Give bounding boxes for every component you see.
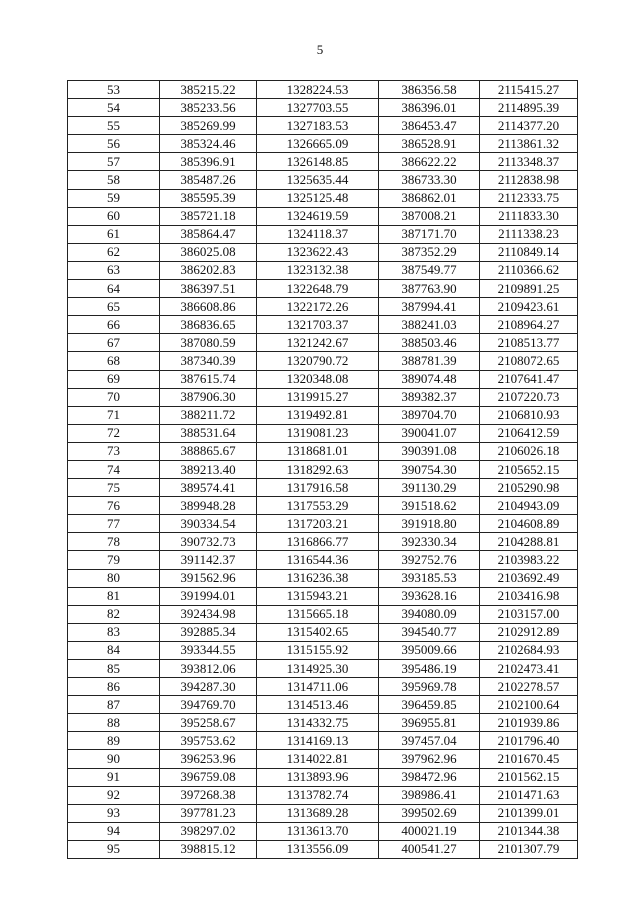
y2-cell: 2105290.98: [480, 479, 578, 497]
table-row: [68, 99, 578, 117]
x2-cell: 387549.77: [379, 261, 480, 279]
y2-cell: 2101307.79: [480, 840, 578, 858]
y2-cell: 2102684.93: [480, 641, 578, 659]
x1-cell: 385396.91: [160, 153, 257, 171]
y2-cell: 2114377.20: [480, 117, 578, 135]
y1-cell: 1324619.59: [257, 207, 379, 225]
point-number-cell: 71: [68, 406, 160, 424]
y1-cell: 1326148.85: [257, 153, 379, 171]
y2-cell: 2110366.62: [480, 261, 578, 279]
table-row: [68, 768, 578, 786]
table-row: [68, 786, 578, 804]
y2-cell: 2108072.65: [480, 352, 578, 370]
x2-cell: 395969.78: [379, 678, 480, 696]
y2-cell: 2106412.59: [480, 424, 578, 442]
x1-cell: 387080.59: [160, 334, 257, 352]
x2-cell: 386733.30: [379, 171, 480, 189]
y2-cell: 2109423.61: [480, 298, 578, 316]
y1-cell: 1317203.21: [257, 515, 379, 533]
x2-cell: 388241.03: [379, 316, 480, 334]
table-row: [68, 171, 578, 189]
point-number-cell: 88: [68, 714, 160, 732]
coordinates-table: [67, 80, 578, 859]
point-number-cell: 81: [68, 587, 160, 605]
y2-cell: 2102912.89: [480, 623, 578, 641]
x1-cell: 390732.73: [160, 533, 257, 551]
table-row: [68, 298, 578, 316]
x2-cell: 387994.41: [379, 298, 480, 316]
x2-cell: 386862.01: [379, 189, 480, 207]
x2-cell: 395009.66: [379, 641, 480, 659]
y2-cell: 2104288.81: [480, 533, 578, 551]
y1-cell: 1314022.81: [257, 750, 379, 768]
y1-cell: 1315155.92: [257, 641, 379, 659]
point-number-cell: 57: [68, 153, 160, 171]
y1-cell: 1316866.77: [257, 533, 379, 551]
point-number-cell: 66: [68, 316, 160, 334]
point-number-cell: 61: [68, 225, 160, 243]
x1-cell: 395753.62: [160, 732, 257, 750]
x2-cell: 386453.47: [379, 117, 480, 135]
x1-cell: 393812.06: [160, 660, 257, 678]
point-number-cell: 93: [68, 804, 160, 822]
y1-cell: 1317916.58: [257, 479, 379, 497]
y1-cell: 1323622.43: [257, 243, 379, 261]
y2-cell: 2107641.47: [480, 370, 578, 388]
table-row: [68, 551, 578, 569]
x2-cell: 394080.09: [379, 605, 480, 623]
y1-cell: 1318292.63: [257, 460, 379, 478]
y2-cell: 2106810.93: [480, 406, 578, 424]
y2-cell: 2101399.01: [480, 804, 578, 822]
point-number-cell: 53: [68, 81, 160, 99]
y1-cell: 1313556.09: [257, 840, 379, 858]
x1-cell: 396253.96: [160, 750, 257, 768]
y2-cell: 2112838.98: [480, 171, 578, 189]
y1-cell: 1314711.06: [257, 678, 379, 696]
x1-cell: 391994.01: [160, 587, 257, 605]
x1-cell: 385487.26: [160, 171, 257, 189]
table-row: [68, 388, 578, 406]
point-number-cell: 58: [68, 171, 160, 189]
y2-cell: 2104608.89: [480, 515, 578, 533]
x2-cell: 387763.90: [379, 280, 480, 298]
point-number-cell: 74: [68, 460, 160, 478]
x2-cell: 390041.07: [379, 424, 480, 442]
x2-cell: 398472.96: [379, 768, 480, 786]
table-row: [68, 605, 578, 623]
x1-cell: 397268.38: [160, 786, 257, 804]
y2-cell: 2111338.23: [480, 225, 578, 243]
point-number-cell: 90: [68, 750, 160, 768]
x1-cell: 391142.37: [160, 551, 257, 569]
y1-cell: 1322648.79: [257, 280, 379, 298]
y2-cell: 2102100.64: [480, 696, 578, 714]
x2-cell: 392752.76: [379, 551, 480, 569]
point-number-cell: 85: [68, 660, 160, 678]
y1-cell: 1314169.13: [257, 732, 379, 750]
y2-cell: 2101562.15: [480, 768, 578, 786]
point-number-cell: 62: [68, 243, 160, 261]
table-row: [68, 714, 578, 732]
x2-cell: 396955.81: [379, 714, 480, 732]
point-number-cell: 72: [68, 424, 160, 442]
table-row: [68, 189, 578, 207]
y2-cell: 2111833.30: [480, 207, 578, 225]
y2-cell: 2101471.63: [480, 786, 578, 804]
x1-cell: 397781.23: [160, 804, 257, 822]
point-number-cell: 89: [68, 732, 160, 750]
y2-cell: 2103416.98: [480, 587, 578, 605]
x1-cell: 388531.64: [160, 424, 257, 442]
y1-cell: 1324118.37: [257, 225, 379, 243]
y1-cell: 1315665.18: [257, 605, 379, 623]
y2-cell: 2103157.00: [480, 605, 578, 623]
x2-cell: 399502.69: [379, 804, 480, 822]
table-row: [68, 569, 578, 587]
point-number-cell: 82: [68, 605, 160, 623]
x1-cell: 387340.39: [160, 352, 257, 370]
y2-cell: 2113348.37: [480, 153, 578, 171]
x1-cell: 387615.74: [160, 370, 257, 388]
table-row: [68, 316, 578, 334]
x1-cell: 394287.30: [160, 678, 257, 696]
point-number-cell: 78: [68, 533, 160, 551]
x1-cell: 386608.86: [160, 298, 257, 316]
table-row: [68, 370, 578, 388]
x1-cell: 388865.67: [160, 442, 257, 460]
coordinates-table-body: [68, 81, 578, 859]
point-number-cell: 91: [68, 768, 160, 786]
x2-cell: 388503.46: [379, 334, 480, 352]
y2-cell: 2104943.09: [480, 497, 578, 515]
y2-cell: 2108513.77: [480, 334, 578, 352]
table-row: [68, 804, 578, 822]
table-row: [68, 587, 578, 605]
x2-cell: 387171.70: [379, 225, 480, 243]
table-row: [68, 641, 578, 659]
table-row: [68, 81, 578, 99]
table-row: [68, 424, 578, 442]
x2-cell: 400021.19: [379, 822, 480, 840]
y2-cell: 2102278.57: [480, 678, 578, 696]
x1-cell: 396759.08: [160, 768, 257, 786]
x2-cell: 391130.29: [379, 479, 480, 497]
y1-cell: 1313893.96: [257, 768, 379, 786]
x2-cell: 386528.91: [379, 135, 480, 153]
point-number-cell: 84: [68, 641, 160, 659]
x1-cell: 385595.39: [160, 189, 257, 207]
y1-cell: 1328224.53: [257, 81, 379, 99]
y1-cell: 1320348.08: [257, 370, 379, 388]
point-number-cell: 55: [68, 117, 160, 135]
y1-cell: 1327183.53: [257, 117, 379, 135]
x1-cell: 392434.98: [160, 605, 257, 623]
y1-cell: 1315943.21: [257, 587, 379, 605]
y1-cell: 1326665.09: [257, 135, 379, 153]
y1-cell: 1316236.38: [257, 569, 379, 587]
table-row: [68, 243, 578, 261]
y2-cell: 2101796.40: [480, 732, 578, 750]
point-number-cell: 87: [68, 696, 160, 714]
table-row: [68, 334, 578, 352]
x2-cell: 387008.21: [379, 207, 480, 225]
x1-cell: 385269.99: [160, 117, 257, 135]
y2-cell: 2107220.73: [480, 388, 578, 406]
x1-cell: 390334.54: [160, 515, 257, 533]
y1-cell: 1319915.27: [257, 388, 379, 406]
y2-cell: 2103692.49: [480, 569, 578, 587]
y1-cell: 1314925.30: [257, 660, 379, 678]
y1-cell: 1317553.29: [257, 497, 379, 515]
point-number-cell: 95: [68, 840, 160, 858]
y2-cell: 2101344.38: [480, 822, 578, 840]
table-row: [68, 207, 578, 225]
x2-cell: 391918.80: [379, 515, 480, 533]
table-row: [68, 750, 578, 768]
y2-cell: 2114895.39: [480, 99, 578, 117]
point-number-cell: 54: [68, 99, 160, 117]
x2-cell: 395486.19: [379, 660, 480, 678]
point-number-cell: 83: [68, 623, 160, 641]
x1-cell: 389948.28: [160, 497, 257, 515]
x2-cell: 387352.29: [379, 243, 480, 261]
table-row: [68, 352, 578, 370]
point-number-cell: 80: [68, 569, 160, 587]
table-row: [68, 497, 578, 515]
y2-cell: 2108964.27: [480, 316, 578, 334]
x2-cell: 388781.39: [379, 352, 480, 370]
table-row: [68, 840, 578, 858]
table-row: [68, 135, 578, 153]
point-number-cell: 69: [68, 370, 160, 388]
x2-cell: 390754.30: [379, 460, 480, 478]
y1-cell: 1319492.81: [257, 406, 379, 424]
x2-cell: 397457.04: [379, 732, 480, 750]
x2-cell: 394540.77: [379, 623, 480, 641]
table-row: [68, 623, 578, 641]
point-number-cell: 64: [68, 280, 160, 298]
table-row: [68, 460, 578, 478]
table-row: [68, 660, 578, 678]
x1-cell: 386202.83: [160, 261, 257, 279]
point-number-cell: 67: [68, 334, 160, 352]
x1-cell: 389574.41: [160, 479, 257, 497]
point-number-cell: 56: [68, 135, 160, 153]
x2-cell: 392330.34: [379, 533, 480, 551]
y1-cell: 1314332.75: [257, 714, 379, 732]
x1-cell: 385233.56: [160, 99, 257, 117]
x2-cell: 391518.62: [379, 497, 480, 515]
y2-cell: 2109891.25: [480, 280, 578, 298]
y1-cell: 1327703.55: [257, 99, 379, 117]
x2-cell: 386622.22: [379, 153, 480, 171]
y1-cell: 1323132.38: [257, 261, 379, 279]
point-number-cell: 63: [68, 261, 160, 279]
point-number-cell: 77: [68, 515, 160, 533]
y2-cell: 2110849.14: [480, 243, 578, 261]
x1-cell: 389213.40: [160, 460, 257, 478]
table-row: [68, 117, 578, 135]
x2-cell: 393185.53: [379, 569, 480, 587]
point-number-cell: 75: [68, 479, 160, 497]
table-row: [68, 261, 578, 279]
x1-cell: 385324.46: [160, 135, 257, 153]
point-number-cell: 60: [68, 207, 160, 225]
point-number-cell: 92: [68, 786, 160, 804]
table-row: [68, 280, 578, 298]
table-row: [68, 406, 578, 424]
y1-cell: 1313782.74: [257, 786, 379, 804]
x2-cell: 386396.01: [379, 99, 480, 117]
point-number-cell: 59: [68, 189, 160, 207]
point-number-cell: 70: [68, 388, 160, 406]
y2-cell: 2106026.18: [480, 442, 578, 460]
point-number-cell: 68: [68, 352, 160, 370]
x1-cell: 392885.34: [160, 623, 257, 641]
x1-cell: 385721.18: [160, 207, 257, 225]
y2-cell: 2115415.27: [480, 81, 578, 99]
x1-cell: 393344.55: [160, 641, 257, 659]
table-row: [68, 153, 578, 171]
y1-cell: 1319081.23: [257, 424, 379, 442]
page-number: 5: [316, 42, 324, 57]
x2-cell: 400541.27: [379, 840, 480, 858]
y2-cell: 2105652.15: [480, 460, 578, 478]
x1-cell: 387906.30: [160, 388, 257, 406]
x1-cell: 385215.22: [160, 81, 257, 99]
y1-cell: 1321703.37: [257, 316, 379, 334]
y1-cell: 1322172.26: [257, 298, 379, 316]
x2-cell: 398986.41: [379, 786, 480, 804]
table-row: [68, 822, 578, 840]
y2-cell: 2102473.41: [480, 660, 578, 678]
x1-cell: 385864.47: [160, 225, 257, 243]
y1-cell: 1325635.44: [257, 171, 379, 189]
x2-cell: 390391.08: [379, 442, 480, 460]
point-number-cell: 94: [68, 822, 160, 840]
y1-cell: 1313689.28: [257, 804, 379, 822]
y1-cell: 1321242.67: [257, 334, 379, 352]
x2-cell: 389382.37: [379, 388, 480, 406]
x2-cell: 389074.48: [379, 370, 480, 388]
x1-cell: 395258.67: [160, 714, 257, 732]
y1-cell: 1313613.70: [257, 822, 379, 840]
table-row: [68, 479, 578, 497]
y2-cell: 2101670.45: [480, 750, 578, 768]
x1-cell: 386025.08: [160, 243, 257, 261]
x2-cell: 397962.96: [379, 750, 480, 768]
y1-cell: 1320790.72: [257, 352, 379, 370]
table-row: [68, 533, 578, 551]
x1-cell: 388211.72: [160, 406, 257, 424]
y2-cell: 2103983.22: [480, 551, 578, 569]
x2-cell: 393628.16: [379, 587, 480, 605]
point-number-cell: 65: [68, 298, 160, 316]
table-row: [68, 515, 578, 533]
y2-cell: 2112333.75: [480, 189, 578, 207]
y1-cell: 1314513.46: [257, 696, 379, 714]
x2-cell: 389704.70: [379, 406, 480, 424]
x1-cell: 394769.70: [160, 696, 257, 714]
y1-cell: 1315402.65: [257, 623, 379, 641]
table-row: [68, 696, 578, 714]
x1-cell: 386397.51: [160, 280, 257, 298]
y1-cell: 1318681.01: [257, 442, 379, 460]
x2-cell: 396459.85: [379, 696, 480, 714]
x1-cell: 398815.12: [160, 840, 257, 858]
y2-cell: 2101939.86: [480, 714, 578, 732]
y1-cell: 1325125.48: [257, 189, 379, 207]
table-row: [68, 732, 578, 750]
table-row: [68, 442, 578, 460]
table-row: [68, 225, 578, 243]
point-number-cell: 79: [68, 551, 160, 569]
y2-cell: 2113861.32: [480, 135, 578, 153]
point-number-cell: 76: [68, 497, 160, 515]
point-number-cell: 86: [68, 678, 160, 696]
table-row: [68, 678, 578, 696]
point-number-cell: 73: [68, 442, 160, 460]
y1-cell: 1316544.36: [257, 551, 379, 569]
x1-cell: 391562.96: [160, 569, 257, 587]
x2-cell: 386356.58: [379, 81, 480, 99]
x1-cell: 386836.65: [160, 316, 257, 334]
x1-cell: 398297.02: [160, 822, 257, 840]
